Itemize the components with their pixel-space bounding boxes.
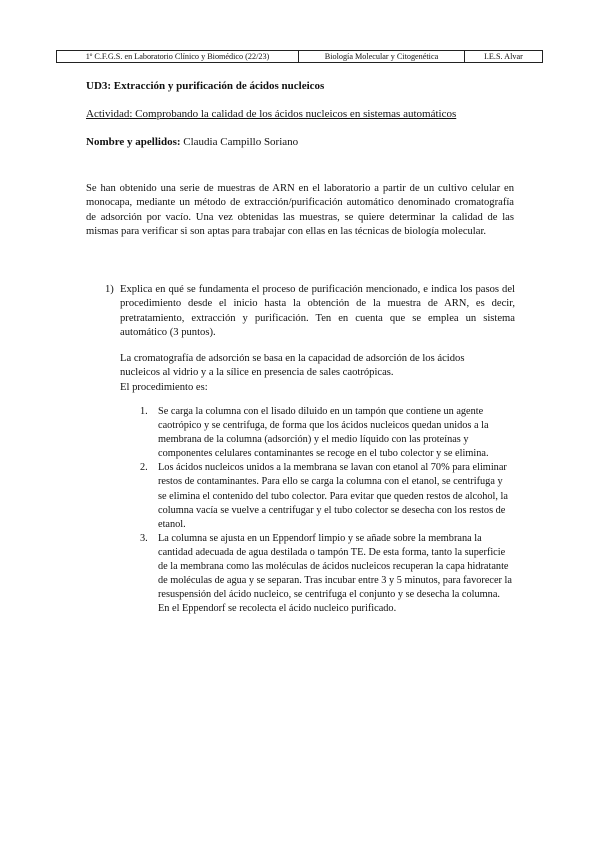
intro-paragraph: Se han obtenido una serie de muestras de ARN en el laboratorio a partir de un cultivo celular en monocapa, mediante un método de extracción/purificación automático denominado cromatografía de adsorción por vacío. Una vez obtenidas las muestras, se quiere determinar la calidad de las mismas para verificar si son aptas para trabajar con ellas en las técnicas de biología molecular. <box>86 183 514 237</box>
step-number: 3. <box>140 532 148 544</box>
question-number: 1) <box>105 284 114 295</box>
answer-intro: La cromatografía de adsorción se basa en la capacidad de adsorción de los ácidos nucleicos al vidrio y a la sílice en presencia de sales caotrópicas. <box>120 353 465 379</box>
question-text: Explica en qué se fundamenta el proceso de purificación mencionado, e indica los pasos del procedimiento desde el inicio hasta la obtención de la muestra de ARN, es decir, pretratamiento, extracción y purificación. Ten en cuenta que se emplea un sistema automático (3 puntos). <box>120 284 515 338</box>
step-text: La columna se ajusta en un Eppendorf limpio y se añade sobre la membrana la cantidad adecuada de agua destilada o tampón TE. De esta forma, tanto la superficie de la membrana como las moléculas de ácidos nucleicos recuperan la capa hidratante de moléculas de agua y se separan. Tras incubar entre 3 y 5 minutos, para favorecer la resuspensión del ácido nucleico, se centrifuga el conjunto y se desecha la columna. En el Eppendorf se recolecta el ácido nucleico purificado. <box>158 532 512 615</box>
step-text: Los ácidos nucleicos unidos a la membrana se lavan con etanol al 70% para eliminar restos de contaminantes. Para ello se carga la columna con el etanol, se centrifuga y se elimina el contenido del tubo colector. Para evitar que queden restos de alcohol, la columna vacía se vuelve a centrifugar y el tubo colector se desecha con los restos de etanol. <box>158 462 508 530</box>
procedure-steps <box>140 405 512 616</box>
step-text: Se carga la columna con el lisado diluido en un tampón que contiene un agente caotrópico y se centrifuga, de forma que los ácidos nucleicos quedan unidos a la membrana de la columna (adsorción) y el medio líquido con las proteínas y componentes celulares contaminantes se recoge en el tubo colector y se elimina. <box>158 406 489 460</box>
procedure-step <box>140 461 512 531</box>
header-school: I.E.S. Alvar <box>484 52 523 61</box>
header-subject: Biología Molecular y Citogenética <box>299 51 465 62</box>
unit-title: UD3: Extracción y purificación de ácidos nucleicos <box>86 80 325 92</box>
header-course: 1º C.F.G.S. en Laboratorio Clínico y Biomédico (22/23) <box>57 51 299 62</box>
step-number: 2. <box>140 462 148 474</box>
student-name <box>86 136 298 148</box>
answer-block <box>120 352 490 395</box>
procedure-label: El procedimiento es: <box>120 381 208 393</box>
procedure-step <box>140 405 512 461</box>
header-table <box>56 50 543 63</box>
activity-title: Actividad: Comprobando la calidad de los ácidos nucleicos en sistemas automáticos <box>86 108 457 120</box>
procedure-step <box>140 532 512 617</box>
name-value: Claudia Campillo Soriano <box>180 136 299 148</box>
question-1 <box>105 283 515 340</box>
name-label: Nombre y apellidos: <box>86 136 181 148</box>
step-number: 1. <box>140 406 148 417</box>
